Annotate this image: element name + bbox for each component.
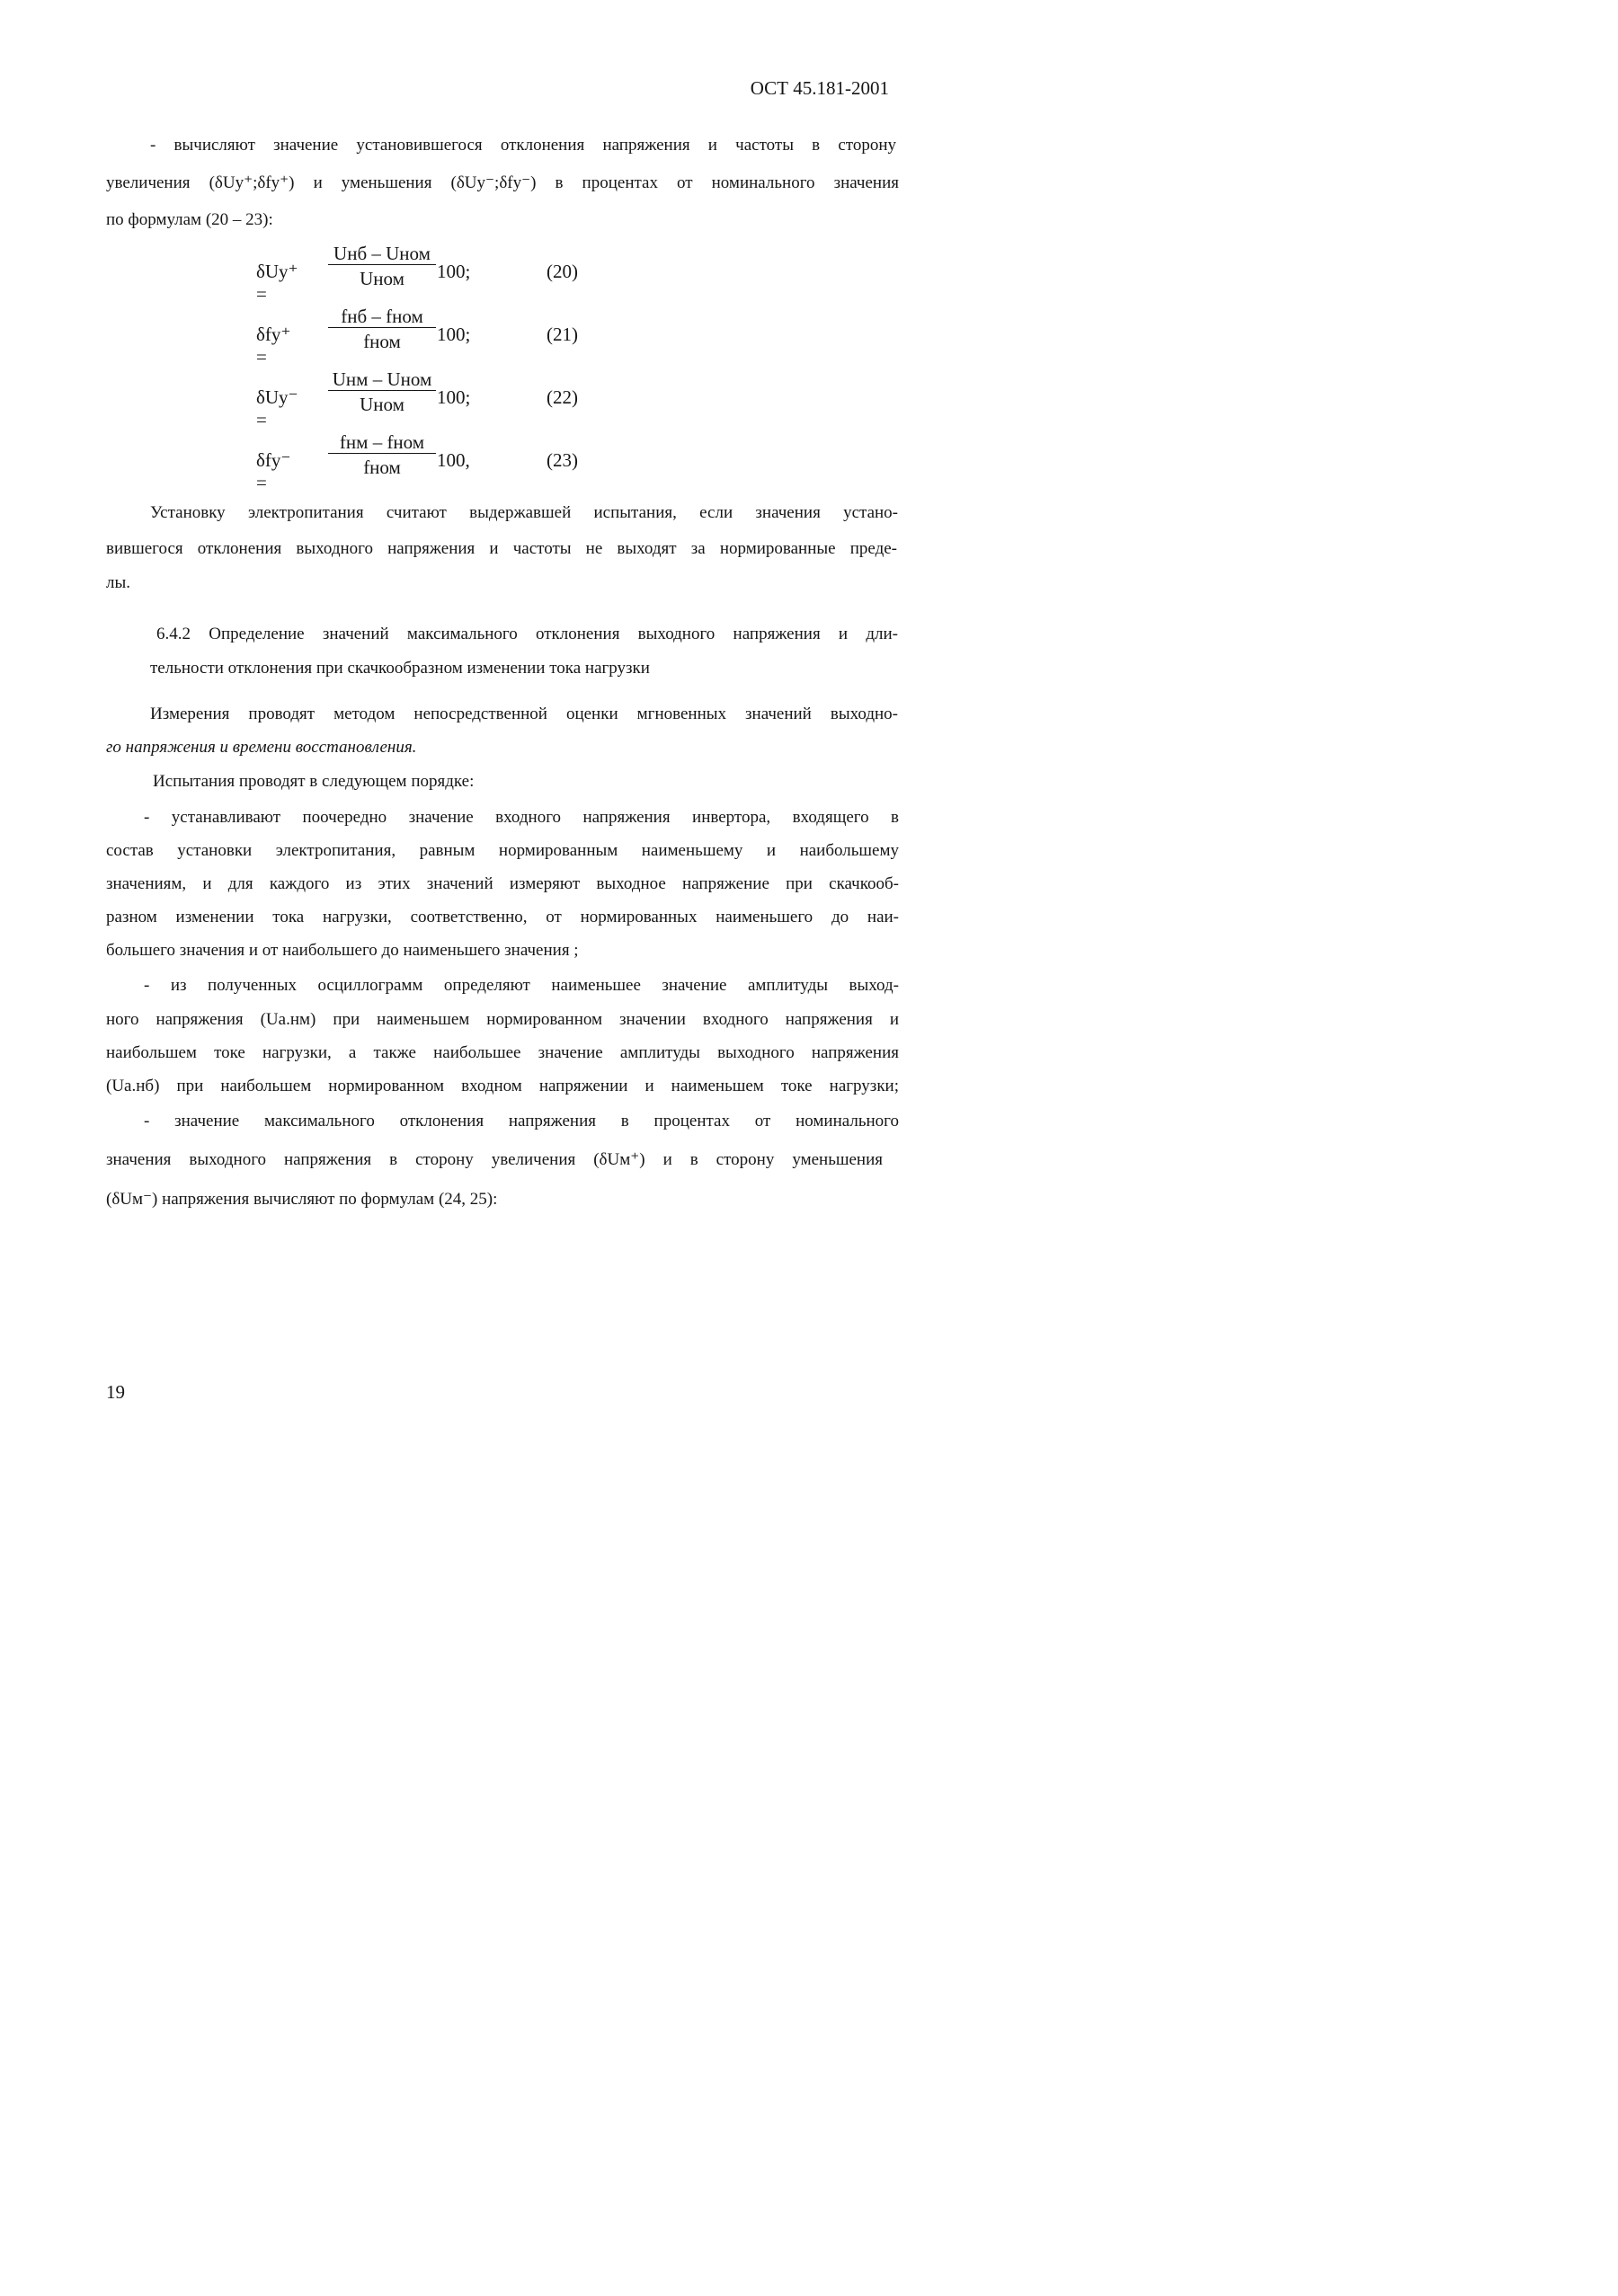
step-3-line-1: - значение максимального отклонения напряжения в процентах от номинального (144, 1112, 899, 1130)
order-intro: Испытания проводят в следующем порядке: (153, 772, 475, 791)
criterion-line-2: вившегося отклонения выходного напряжения и частоты не выходят за нормированные преде- (106, 539, 897, 558)
fraction-bar (328, 327, 436, 328)
formula-multiplier: 100; (437, 324, 471, 345)
fraction-bar (328, 264, 436, 265)
formula-lhs: δUy⁻ = (256, 386, 298, 430)
method-line-2: го напряжения и времени восстановления. (106, 738, 417, 757)
formula-numerator: fнб – fном (341, 306, 423, 327)
formula-lhs: δfy⁻ = (256, 449, 291, 493)
formula-multiplier: 100, (437, 449, 470, 471)
section-heading-line-2: тельности отклонения при скачкообразном изменении тока нагрузки (150, 659, 650, 678)
equation-number: (20) (547, 261, 578, 282)
criterion-line-1: Установку электропитания считают выдержавшей испытания, если значения устано- (150, 503, 898, 522)
step-1-line-5: большего значения и от наибольшего до наименьшего значения ; (106, 941, 579, 960)
formula-numerator: Uнм – Uном (332, 368, 432, 390)
fraction-bar (328, 390, 436, 391)
equation-number: (23) (547, 449, 578, 471)
step-1-line-3: значениям, и для каждого из этих значений измеряют выходное напряжение при скачкооб- (106, 874, 899, 893)
criterion-line-3: лы. (106, 573, 130, 592)
formula-denominator: Uном (360, 394, 404, 415)
intro-line-2: увеличения (δUy⁺;δfy⁺) и уменьшения (δUy⁻;δfy⁻) в процентах от номинального значения (106, 173, 899, 192)
page-number: 19 (106, 1381, 125, 1403)
step-3-line-2: значения выходного напряжения в сторону увеличения (δUм⁺) и в сторону уменьшения (106, 1150, 883, 1169)
doc-code-header: ОСТ 45.181-2001 (750, 77, 889, 99)
formula-denominator: fном (363, 331, 401, 352)
equation-number: (22) (547, 386, 578, 408)
formula-lhs: δfy⁺ = (256, 324, 291, 368)
step-1-line-4: разном изменении тока нагрузки, соответственно, от нормированных наименьшего до наи- (106, 908, 899, 926)
step-2-line-3: наибольшем токе нагрузки, а также наибольшее значение амплитуды выходного напряжения (106, 1043, 899, 1062)
fraction-bar (328, 453, 436, 454)
formula-numerator: fнм – fном (339, 431, 425, 453)
step-2-line-2: ного напряжения (Ua.нм) при наименьшем нормированном значении входного напряжения и (106, 1010, 899, 1029)
formula-denominator: fном (363, 457, 401, 478)
step-2-line-4: (Ua.нб) при наибольшем нормированном входном напряжении и наименьшем токе нагрузки; (106, 1077, 899, 1095)
section-heading-line-1: 6.4.2 Определение значений максимального отклонения выходного напряжения и дли- (156, 625, 898, 643)
step-3-line-3: (δUм⁻) напряжения вычисляют по формулам (24, 25): (106, 1190, 498, 1209)
intro-line-3: по формулам (20 – 23): (106, 210, 273, 229)
equation-number: (21) (547, 324, 578, 345)
method-line-1: Измерения проводят методом непосредственной оценки мгновенных значений выходно- (150, 705, 898, 723)
formula-numerator: Uнб – Uном (333, 243, 431, 264)
formula-lhs: δUy⁺ = (256, 261, 298, 305)
formula-multiplier: 100; (437, 261, 471, 282)
formula-denominator: Uном (360, 268, 404, 289)
formula-multiplier: 100; (437, 386, 471, 408)
step-2-line-1: - из полученных осциллограмм определяют наименьшее значение амплитуды выход- (144, 976, 899, 995)
step-1-line-2: состав установки электропитания, равным нормированным наименьшему и наибольшему (106, 841, 899, 860)
step-1-line-1: - устанавливают поочередно значение входного напряжения инвертора, входящего в (144, 808, 899, 827)
intro-line-1: - вычисляют значение установившегося отклонения напряжения и частоты в сторону (150, 136, 896, 155)
